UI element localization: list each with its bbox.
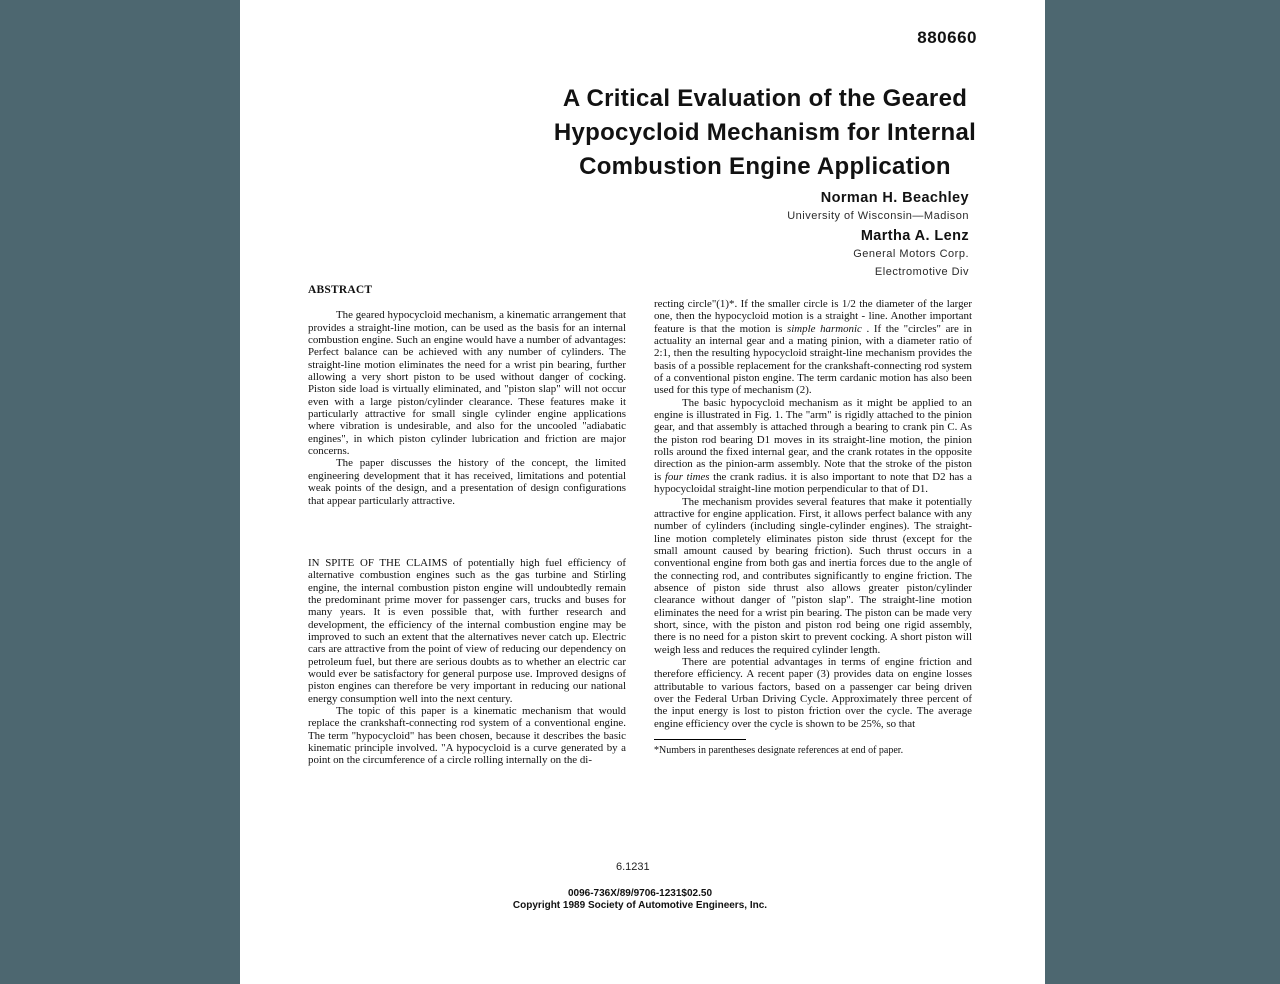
body-paragraph-4: There are potential advantages in terms of engine friction and therefore efficiency. A recent paper (3) provides data on engine losses attributable to various factors, based on a passenger car being driven over the Federal Urban Driving Cycle. Approximately three percent of the input energy is lost to piston friction over the cycle. The average engine efficiency over the cycle is shown to be 25%, so that: [654, 655, 972, 730]
page-number: 6.1231: [616, 861, 650, 873]
body-paragraph-2: The basic hypocycloid mechanism as it might be applied to an engine is illustrated in Fig. 1. The "arm" is rigidly attached to the pinion gear, and that assembly is attached through a bearing to crank pin C. As the piston rod bearing D1 moves in its straight-line motion, the pinion rolls around the fixed internal gear, and the crank rotates in the opposite direction as the pinion-arm assembly. Note that the stroke of the piston is four times the crank radius. it is also important to note that D2 has a hypocycloidal straight-line motion perpendicular to that of D1.: [654, 396, 972, 496]
paper-page: [240, 0, 1045, 984]
intro-paragraph-2: The topic of this paper is a kinematic mechanism that would replace the crankshaft-connecting rod system of a conventional engine. The term "hypocycloid" has been chosen, because it describes the basic kinematic principle involved. "A hypocycloid is a curve generated by a point on the circumference of a circle rolling internally on the di-: [308, 704, 626, 767]
footnote-text: *Numbers in parentheses designate references at end of paper.: [654, 745, 904, 757]
author-affiliation-1: University of Wisconsin—Madison: [787, 210, 969, 222]
copyright-footer: [308, 888, 972, 912]
author-name-1: Norman H. Beachley: [820, 190, 969, 206]
author-block: [787, 190, 969, 284]
author-affiliation-2: General Motors Corp.: [853, 248, 969, 260]
footnote-rule: [654, 739, 746, 740]
paper-number: 880660: [917, 28, 977, 47]
right-column: [654, 284, 972, 767]
author-name-2: Martha A. Lenz: [860, 228, 969, 244]
copyright-line: Copyright 1989 Society of Automotive Engineers, Inc.: [512, 900, 768, 911]
body-paragraph-1: recting circle"(1)*. If the smaller circle is 1/2 the diameter of the larger one, then the hypocycloid motion is a straight - line. Another important feature is that the motion is simple harmonic . If the "circles" are in actuality an internal gear and a mating pinion, with a diameter ratio of 2:1, then the resulting hypocycloid straight-line mechanism provides the basis of a possible replacement for the crankshaft-connecting rod system of a conventional piston engine. The term cardanic motion has also been used for this type of mechanism (2).: [654, 298, 972, 397]
abstract-paragraph-2: The paper discusses the history of the concept, the limited engineering development that it has received, limitations and potential weak points of the design, and a presentation of design configurations that appear particularly attractive.: [308, 457, 626, 507]
abstract-paragraph-1: The geared hypocycloid mechanism, a kinematic arrangement that provides a straight-line motion, can be used as the basis for an internal combustion engine. Such an engine would have a number of advantages: Perfect balance can be achieved with any number of cylinders. The straight-line motion eliminates the need for a wrist pin bearing, further allowing a very short piston to be used without danger of cocking. Piston side load is virtually eliminated, and "piston slap" will not occur even with a large piston/cylinder clearance. These features make it particularly attractive for small single cylinder engine applications where vibration is undesirable, and also for the uncooled "adiabatic engines", in which piston cylinder lubrication and friction are major concerns.: [308, 309, 626, 458]
title-line-1: A Critical Evaluation of the Geared: [562, 85, 968, 112]
two-column-body: [308, 284, 972, 767]
left-column: [308, 284, 626, 767]
section-gap: [308, 507, 626, 557]
author-affiliation-3: Electromotive Div: [874, 266, 969, 278]
abstract-heading: ABSTRACT: [308, 284, 373, 296]
body-paragraph-3: The mechanism provides several features that make it potentially attractive for engine application. First, it allows perfect balance with any number of cylinders (including single-cylinder engines). The straight-line motion completely eliminates piston side thrust (except for the small amount caused by bearing friction). Such thrust occurs in a conventional engine from both gas and inertia forces due to the angle of the connecting rod, and contributes significantly to engine friction. The absence of piston side thrust also allows greater piston/cylinder clearance without danger of "piston slap". The straight-line motion eliminates the need for a wrist pin bearing. The piston can be made very short, since, with the piston and piston rod being one rigid assembly, there is no need for a piston skirt to prevent cocking. A short piston will weigh less and reduces the required cylinder length.: [654, 495, 972, 656]
title-line-2: Hypocycloid Mechanism for Internal: [553, 119, 977, 146]
issn-line: 0096-736X/89/9706-1231$02.50: [567, 888, 713, 899]
title-line-3: Combustion Engine Application: [579, 153, 951, 180]
paper-title: [535, 82, 995, 184]
intro-paragraph-1: IN SPITE OF THE CLAIMS of potentially high fuel efficiency of alternative combustion engines such as the gas turbine and Stirling engine, the internal combustion piston engine will undoubtedly remain the predominant prime mover for passenger cars, trucks and buses for many years. It is even possible that, with further research and development, the efficiency of the internal combustion engine may be improved to such an extent that the alternatives never catch up. Electric cars are attractive from the point of view of reducing our dependency on petroleum fuel, but there are serious doubts as to whether an electric car would ever be satisfactory for general purpose use. Improved designs of piston engines can therefore be very important in reducing our national energy consumption well into the next century.: [308, 556, 626, 705]
footnote-block: [654, 739, 972, 757]
